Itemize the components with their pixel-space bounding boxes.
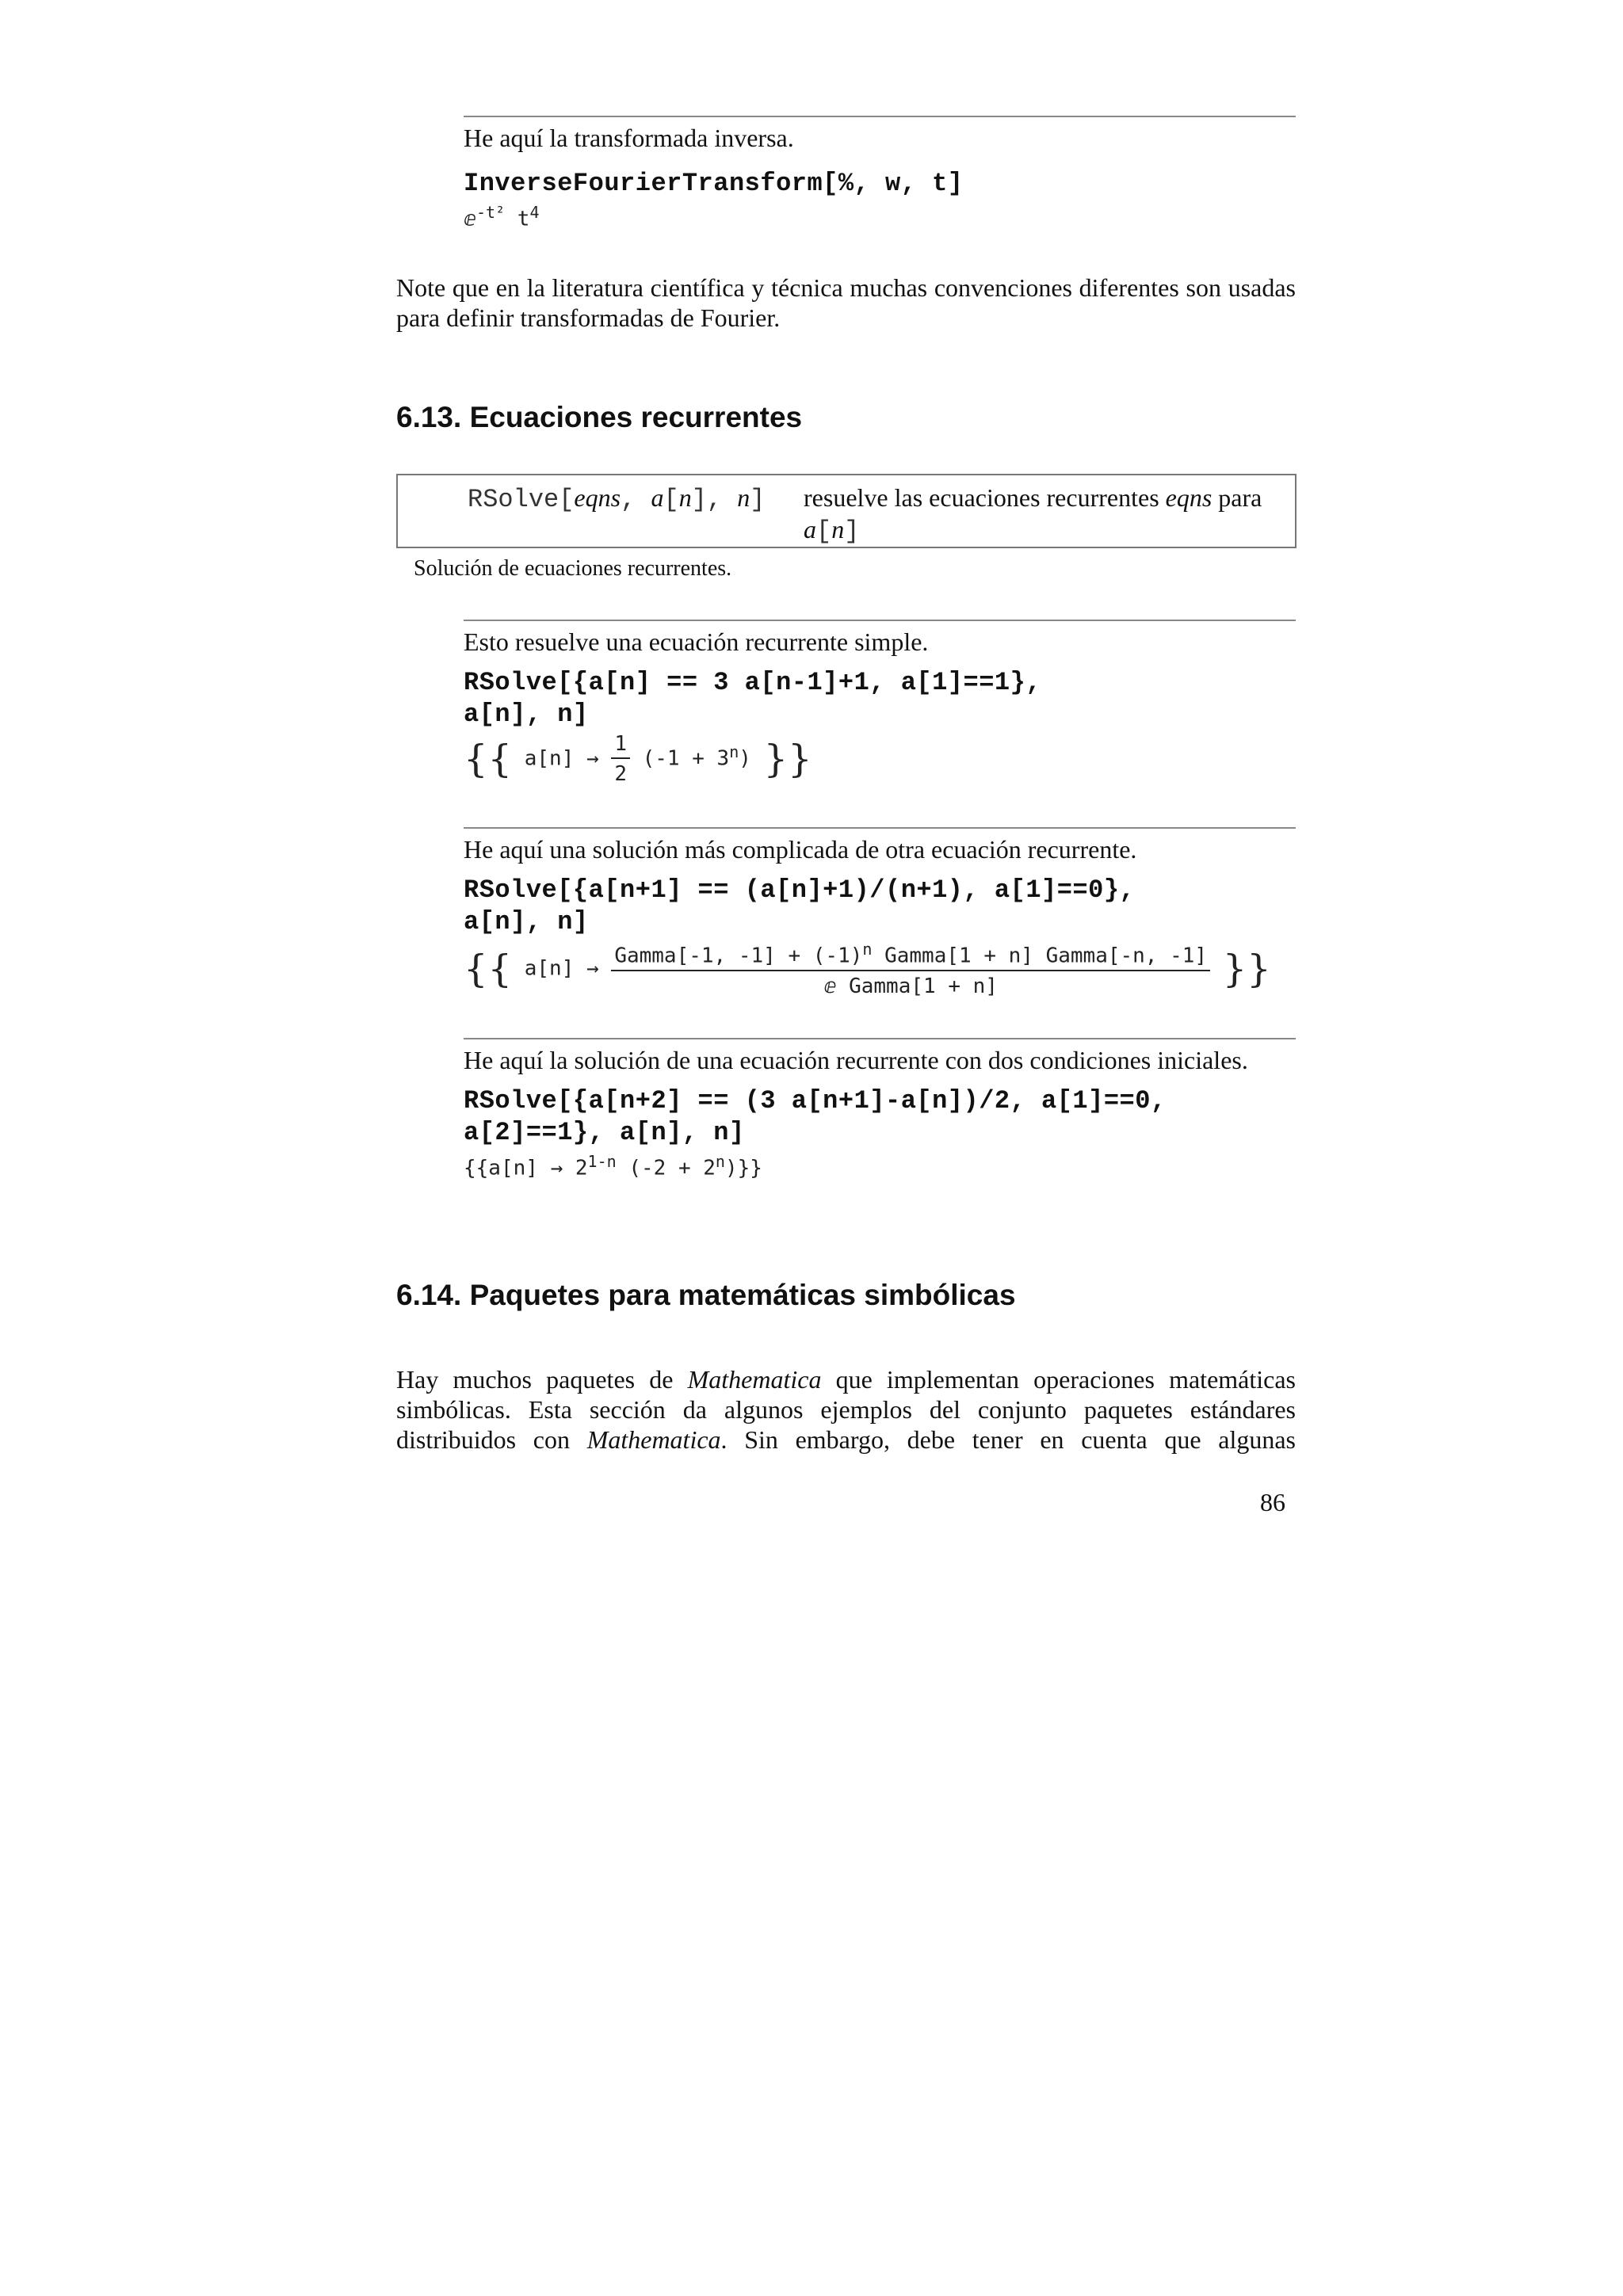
table-function-signature: RSolve[eqns, a[n], n] — [468, 483, 766, 514]
cell-text: He aquí la solución de una ecuación recurrente con dos condiciones iniciales. — [464, 1046, 1248, 1074]
code-input[interactable]: RSolve[{a[n+1] == (a[n]+1)/(n+1), a[1]==0}, a[n], n] — [464, 875, 1136, 936]
cell-text: He aquí una solución más complicada de otra ecuación recurrente. — [464, 835, 1137, 864]
fraction: $\frac{1}{2}$ — [611, 732, 630, 786]
packages-paragraph: Hay muchos paquetes de Mathematica que implementan operaciones matemáticas simbólicas. Esta sección da algunos ejemplos del conjunto paquetes estándares distribuidos con Mathematica. Sin embargo, debe tener en cuenta que algunas — [396, 1365, 1296, 1454]
fraction: $\frac{Gamma[-1, -1] + (-1)^n Gamma[1 + n] Gamma[-n, -1]}{\text{ⅇ Gamma[1 + n]}}$ — [611, 940, 1210, 998]
cell-complex-recurrence — [464, 827, 1296, 998]
cell-text: Esto resuelve una ecuación recurrente simple. — [464, 627, 929, 656]
page-number: 86 — [1260, 1488, 1285, 1516]
function-table — [396, 474, 1296, 548]
code-output: {{ a[n] → $\frac{1}{2}$ $(-1 + 3^n)$ }} — [464, 732, 812, 786]
code-output — [464, 203, 1296, 231]
out-exp: -t² — [476, 203, 506, 222]
code-input[interactable]: InverseFourierTransform[%, w, t] — [464, 169, 964, 198]
cell-two-conditions — [464, 1038, 1296, 1180]
table-function-description: resuelve las ecuaciones recurrentes eqns para a[n] — [804, 483, 1262, 546]
cell-simple-recurrence — [464, 620, 1296, 786]
section-heading-6-14: 6.14. Paquetes para matemáticas simbólicas — [396, 1279, 1016, 1311]
cell-inverse-transform — [464, 116, 1296, 231]
code-input[interactable]: RSolve[{a[n+2] == (3 a[n+1]-a[n])/2, a[1]==0, a[2]==1}, a[n], n] — [464, 1086, 1167, 1147]
code-output: {{$a[n] \to 2^{1-n}$ $(-2 + 2^n)$}} — [464, 1152, 762, 1180]
table-caption: Solución de ecuaciones recurrentes. — [414, 556, 732, 581]
code-input[interactable]: RSolve[{a[n] == 3 a[n-1]+1, a[1]==1}, a[n], n] — [464, 668, 1042, 729]
note-paragraph: Note que en la literatura científica y técnica muchas convenciones diferentes son usadas para definir transformadas de Fourier. — [396, 273, 1296, 332]
out-t-exp: 4 — [529, 203, 540, 222]
code-output: {{ a[n] → $\frac{Gamma[-1, -1] + (-1)^n Gamma[1 + n] Gamma[-n, -1]}{\text{ⅇ Gamma[1 + n]}}$ }} — [464, 940, 1271, 998]
cell-text: He aquí la transformada inversa. — [464, 124, 794, 152]
out-base: ⅇ — [464, 207, 476, 231]
section-heading-6-13: 6.13. Ecuaciones recurrentes — [396, 401, 803, 433]
out-t: t — [517, 207, 530, 231]
